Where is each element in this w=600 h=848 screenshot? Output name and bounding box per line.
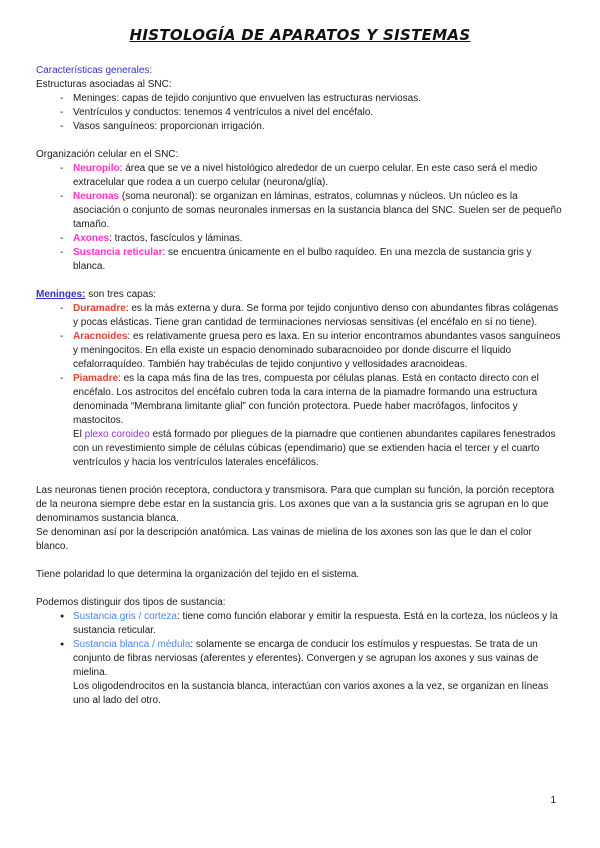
term-sustancia-reticular: Sustancia reticular xyxy=(73,247,163,258)
list-item-text xyxy=(73,610,564,638)
section-tipos-sustancia xyxy=(36,596,564,708)
term-definition: : se encuentra únicamente en el bulbo raquídeo. En una mezcla de sustancia gris y blanca. xyxy=(73,247,532,272)
term-definition: : es la más externa y dura. Se forma por tejido conjuntivo denso con abundantes fibras colágenas y pocas elásticas. Tiene gran cantidad de terminaciones nerviosas sensitivas (el encéfalo en sí no tiene). xyxy=(73,303,559,328)
section-heading-caracteristicas: Características generales: xyxy=(36,65,153,76)
term-definition: : es la capa más fina de las tres, compuesta por células planas. Está en contacto directo con el encéfalo. Los astrocitos del encéfalo cubren toda la cara interna de la piamadre formando una estructura denominada “Membrana limitante glial” con función protectora. Puede haber macrófagos, linfocitos y mastocitos. xyxy=(73,373,539,426)
term-neuronas: Neuronas xyxy=(73,191,120,202)
paragraph-group-neuronas xyxy=(36,484,564,554)
term-aracnoides: Aracnoides xyxy=(73,331,128,342)
meninges-heading-line xyxy=(36,288,564,302)
list-item-text xyxy=(73,372,564,470)
term-piamadre: Piamadre xyxy=(73,373,119,384)
term-definition: : solamente se encarga de conducir los estímulos y respuestas. Se trata de un conjunto de fibras nerviosas (aferentes y eferentes). Convergen y se agrupan los axones y sus vainas de mielina. xyxy=(73,639,539,678)
dash-bullet-marker: - xyxy=(60,331,64,342)
dash-bullet-marker: - xyxy=(60,247,64,258)
dash-bullet-marker: - xyxy=(60,373,64,384)
term-definition: : tractos, fascículos y láminas. xyxy=(109,233,243,244)
dash-bullet-marker: - xyxy=(60,107,64,118)
intro-organizacion-snc: Organización celular en el SNC: xyxy=(36,149,179,160)
page-number: 1 xyxy=(550,795,556,806)
list-item xyxy=(36,190,564,232)
plexo-rest: está formado por pliegues de la piamadre que contienen abundantes capilares fenestrados con un revestimiento simple de células cúbicas (ependimario) que se extienden hacia el tercer y el cuarto ventrículos y hacia los ventrículos laterales encefálicos. xyxy=(73,429,556,468)
dash-bullet-marker: - xyxy=(60,233,64,244)
list-item xyxy=(36,232,564,246)
section-organizacion-celular xyxy=(36,148,564,274)
list-item-text xyxy=(73,302,564,330)
list-item xyxy=(36,162,564,190)
dash-bullet-marker: - xyxy=(60,191,64,202)
paragraph-oligodendrocitos: Los oligodendrocitos en la sustancia blanca, interactúan con varios axones a la vez, se organizan en líneas uno al lado del otro. xyxy=(73,681,549,706)
dash-bullet-marker: - xyxy=(60,163,64,174)
dash-bullet-marker: - xyxy=(60,303,64,314)
intro-estructuras-snc: Estructuras asociadas al SNC: xyxy=(36,79,172,90)
plexo-prefix: El xyxy=(73,429,85,440)
intro-tipos-sustancia: Podemos distinguir dos tipos de sustancia: xyxy=(36,597,226,608)
list-item xyxy=(36,638,564,708)
list-item xyxy=(36,610,564,638)
dash-bullet-marker: - xyxy=(60,93,64,104)
dot-bullet-marker: ● xyxy=(60,641,65,648)
list-item-text xyxy=(73,330,564,372)
list-item xyxy=(36,92,564,106)
list-item-text xyxy=(73,190,564,232)
dash-bullet-marker: - xyxy=(60,121,64,132)
plexo-coroideo-paragraph xyxy=(73,428,564,470)
list-item-text xyxy=(73,638,564,708)
list-item xyxy=(36,106,564,120)
list-item xyxy=(36,246,564,274)
list-item-text: Vasos sanguíneos: proporcionan irrigación. xyxy=(73,121,265,132)
term-neuropilo: Neuropilo xyxy=(73,163,120,174)
paragraph-descripcion-anatomica: Se denominan así por la descripción anatómica. Las vainas de mielina de los axones son las que le dan el color blanco. xyxy=(36,527,532,552)
term-plexo-coroideo: plexo coroideo xyxy=(84,429,150,440)
bullet-list-sustancias xyxy=(36,610,564,708)
list-item xyxy=(36,120,564,134)
list-item-text xyxy=(73,246,564,274)
term-duramadre: Duramadre xyxy=(73,303,126,314)
paragraph-polaridad-text: Tiene polaridad lo que determina la organización del tejido en el sistema. xyxy=(36,569,360,580)
list-item-text: Meninges: capas de tejido conjuntivo que envuelven las estructuras nerviosas. xyxy=(73,93,421,104)
paragraph-polaridad xyxy=(36,568,564,582)
bullet-list-meninges xyxy=(36,302,564,470)
list-item-text xyxy=(73,162,564,190)
bullet-list-estructuras xyxy=(36,92,564,134)
list-item xyxy=(36,372,564,470)
section-meninges xyxy=(36,288,564,470)
term-sustancia-gris: Sustancia gris / corteza xyxy=(73,611,177,622)
meninges-heading-rest: son tres capas: xyxy=(85,289,157,300)
term-definition: : área que se ve a nivel histológico alrededor de un cuerpo celular. En este caso será el medio extracelular que rodea a un cuerpo celular (neurona/glía). xyxy=(73,163,538,188)
section-caracteristicas-generales xyxy=(36,64,564,134)
list-item xyxy=(36,330,564,372)
term-axones: Axones xyxy=(73,233,110,244)
term-definition: : es relativamente gruesa pero es laxa. En su interior encontramos abundantes vasos sanguíneos y meningocitos. En ella existe un espacio denominado subaracnoideo por donde discurre el líquido cefalorraquídeo. También hay trabéculas de tejido conjuntivo y vellosidades aracnoideas. xyxy=(73,331,561,370)
list-item-text: Ventrículos y conductos: tenemos 4 ventrículos a nivel del encéfalo. xyxy=(73,107,374,118)
term-definition: (soma neuronal): se organizan en láminas, estratos, columnas y núcleos. Un núcleo es la asociación o conjunto de somas neuronales inmersas en la sustancia blanca del SNC. Suelen ser de pequeño tamaño. xyxy=(73,191,562,230)
page-title: HISTOLOGÍA DE APARATOS Y SISTEMAS xyxy=(129,26,471,44)
list-item xyxy=(36,302,564,330)
bullet-list-organizacion xyxy=(36,162,564,274)
paragraph-funcion-neuronas: Las neuronas tienen proción receptora, conductora y transmisora. Para que cumplan su función, la porción receptora de la neurona siempre debe estar en la sustancia gris. Los axones que van a la sustancia gris se agrupan en lo que denominamos sustancia blanca. xyxy=(36,485,555,524)
list-item-text xyxy=(73,232,564,246)
term-definition: : tiene como función elaborar y emitir la respuesta. Está en la corteza, los núcleos y la sustancia reticular. xyxy=(73,611,558,636)
term-meninges: Meninges: xyxy=(36,289,86,300)
dot-bullet-marker: ● xyxy=(60,613,65,620)
term-sustancia-blanca: Sustancia blanca / médula xyxy=(73,639,191,650)
